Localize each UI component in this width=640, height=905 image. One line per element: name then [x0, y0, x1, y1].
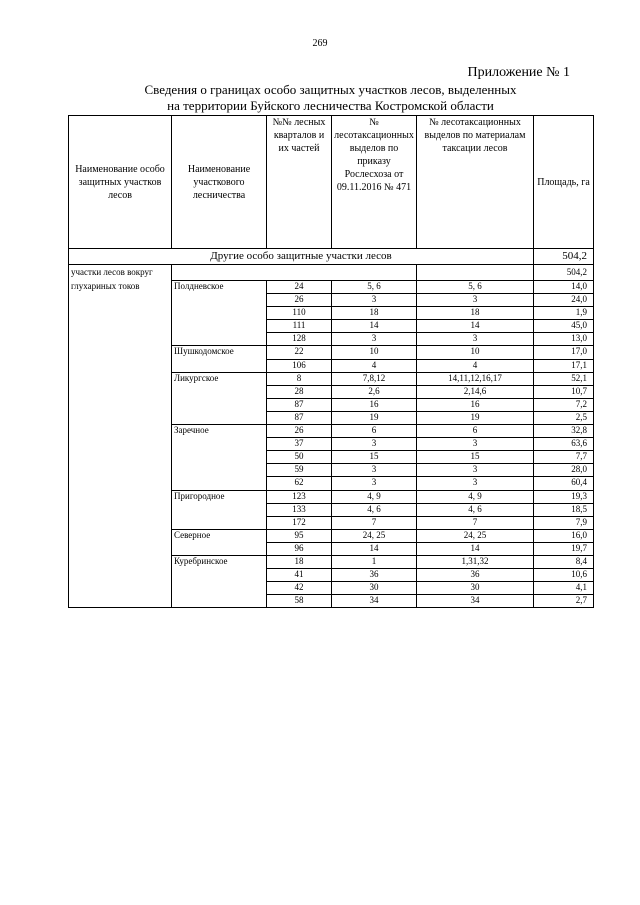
order-plot-numbers: 4, 6: [332, 503, 417, 516]
quarter-number: 110: [267, 307, 332, 320]
district-name: Пригородное: [172, 490, 267, 529]
order-plot-numbers: 4, 9: [332, 490, 417, 503]
tax-plot-numbers: 14,11,12,16,17: [417, 372, 534, 385]
tax-plot-numbers: 4: [417, 359, 534, 372]
district-name: Полдневское: [172, 281, 267, 346]
tax-plot-numbers: 3: [417, 333, 534, 346]
plot-area: 45,0: [534, 320, 594, 333]
plot-area: 52,1: [534, 372, 594, 385]
plot-area: 2,5: [534, 411, 594, 424]
quarter-number: 28: [267, 385, 332, 398]
tax-plot-numbers: 4, 9: [417, 490, 534, 503]
tax-plot-numbers: 18: [417, 307, 534, 320]
order-plot-numbers: 16: [332, 398, 417, 411]
tax-plot-numbers: 4, 6: [417, 503, 534, 516]
plot-area: 7,9: [534, 516, 594, 529]
quarter-number: 59: [267, 464, 332, 477]
plot-area: 7,7: [534, 451, 594, 464]
order-plot-numbers: 7,8,12: [332, 372, 417, 385]
order-plot-numbers: 3: [332, 477, 417, 490]
order-plot-numbers: 5, 6: [332, 281, 417, 294]
quarter-number: 111: [267, 320, 332, 333]
zone-row: [69, 265, 594, 281]
zone-empty-cell: [172, 265, 417, 281]
header-district-name: Наименование участкового лесничества: [172, 116, 267, 249]
order-plot-numbers: 10: [332, 346, 417, 359]
tax-plot-numbers: 14: [417, 542, 534, 555]
plot-area: 63,6: [534, 438, 594, 451]
order-plot-numbers: 34: [332, 595, 417, 608]
plot-area: 13,0: [534, 333, 594, 346]
order-plot-numbers: 4: [332, 359, 417, 372]
tax-plot-numbers: 3: [417, 477, 534, 490]
district-name: Северное: [172, 529, 267, 555]
order-plot-numbers: 1: [332, 555, 417, 568]
order-plot-numbers: 15: [332, 451, 417, 464]
table-header-row: [69, 116, 594, 249]
quarter-number: 133: [267, 503, 332, 516]
order-plot-numbers: 3: [332, 438, 417, 451]
tax-plot-numbers: 2,14,6: [417, 385, 534, 398]
order-plot-numbers: 30: [332, 582, 417, 595]
quarter-number: 42: [267, 582, 332, 595]
district-name: Шушкодомское: [172, 346, 267, 372]
plot-area: 24,0: [534, 294, 594, 307]
plot-area: 60,4: [534, 477, 594, 490]
quarter-number: 26: [267, 294, 332, 307]
quarter-number: 172: [267, 516, 332, 529]
plot-area: 17,1: [534, 359, 594, 372]
order-plot-numbers: 14: [332, 320, 417, 333]
tax-plot-numbers: 1,31,32: [417, 555, 534, 568]
quarter-number: 62: [267, 477, 332, 490]
header-order-plots: № лесотаксационных выделов по приказу Рослесхоза от 09.11.2016 № 471: [332, 116, 417, 249]
tax-plot-numbers: 36: [417, 569, 534, 582]
quarter-number: 58: [267, 595, 332, 608]
order-plot-numbers: 3: [332, 464, 417, 477]
quarter-number: 41: [267, 569, 332, 582]
plot-area: 32,8: [534, 425, 594, 438]
tax-plot-numbers: 14: [417, 320, 534, 333]
plot-area: 19,3: [534, 490, 594, 503]
header-area: Площадь, га: [534, 116, 594, 249]
order-plot-numbers: 3: [332, 333, 417, 346]
tax-plot-numbers: 16: [417, 398, 534, 411]
document-title: [68, 82, 593, 114]
plot-area: 1,9: [534, 307, 594, 320]
tax-plot-numbers: 5, 6: [417, 281, 534, 294]
plot-area: 28,0: [534, 464, 594, 477]
quarter-number: 96: [267, 542, 332, 555]
tax-plot-numbers: 24, 25: [417, 529, 534, 542]
plot-area: 16,0: [534, 529, 594, 542]
quarter-number: 95: [267, 529, 332, 542]
plot-area: 4,1: [534, 582, 594, 595]
quarter-number: 37: [267, 438, 332, 451]
quarter-number: 87: [267, 411, 332, 424]
quarter-number: 22: [267, 346, 332, 359]
order-plot-numbers: 18: [332, 307, 417, 320]
quarter-number: 24: [267, 281, 332, 294]
district-name: Заречное: [172, 425, 267, 490]
tax-plot-numbers: 3: [417, 438, 534, 451]
quarter-number: 128: [267, 333, 332, 346]
plot-area: 19,7: [534, 542, 594, 555]
quarter-number: 106: [267, 359, 332, 372]
tax-plot-numbers: 3: [417, 294, 534, 307]
tax-plot-numbers: 10: [417, 346, 534, 359]
tax-plot-numbers: 6: [417, 425, 534, 438]
tax-plot-numbers: 34: [417, 595, 534, 608]
quarter-number: 8: [267, 372, 332, 385]
quarter-number: 87: [267, 398, 332, 411]
total-label: Другие особо защитные участки лесов: [69, 249, 534, 265]
tax-plot-numbers: 15: [417, 451, 534, 464]
quarter-number: 123: [267, 490, 332, 503]
district-name: Ликургское: [172, 372, 267, 424]
order-plot-numbers: 6: [332, 425, 417, 438]
zone-name: участки лесов вокруг глухариных токов: [69, 265, 172, 608]
appendix-label: Приложение № 1: [467, 65, 570, 80]
header-zone-name: Наименование особо защитных участков лесов: [69, 116, 172, 249]
order-plot-numbers: 7: [332, 516, 417, 529]
quarter-number: 50: [267, 451, 332, 464]
total-row: [69, 249, 594, 265]
order-plot-numbers: 2,6: [332, 385, 417, 398]
plot-area: 8,4: [534, 555, 594, 568]
title-line-1: Сведения о границах особо защитных участков лесов, выделенных: [144, 82, 517, 97]
order-plot-numbers: 14: [332, 542, 417, 555]
plot-area: 18,5: [534, 503, 594, 516]
zone-area: 504,2: [534, 265, 594, 281]
tax-plot-numbers: 30: [417, 582, 534, 595]
total-area: 504,2: [534, 249, 594, 265]
plot-area: 14,0: [534, 281, 594, 294]
header-tax-plots: № лесотаксационных выделов по материалам таксации лесов: [417, 116, 534, 249]
district-name: Куребринское: [172, 555, 267, 607]
tax-plot-numbers: 3: [417, 464, 534, 477]
plot-area: 10,6: [534, 569, 594, 582]
page-number: 269: [312, 38, 328, 49]
quarter-number: 26: [267, 425, 332, 438]
order-plot-numbers: 24, 25: [332, 529, 417, 542]
plot-area: 7,2: [534, 398, 594, 411]
order-plot-numbers: 3: [332, 294, 417, 307]
quarter-number: 18: [267, 555, 332, 568]
header-quarters: №№ лесных кварталов и их частей: [267, 116, 332, 249]
tax-plot-numbers: 7: [417, 516, 534, 529]
tax-plot-numbers: 19: [417, 411, 534, 424]
plot-area: 2,7: [534, 595, 594, 608]
zone-empty-cell-2: [417, 265, 534, 281]
order-plot-numbers: 19: [332, 411, 417, 424]
forest-areas-table: [68, 115, 594, 608]
plot-area: 10,7: [534, 385, 594, 398]
title-line-2: на территории Буйского лесничества Костромской области: [167, 98, 494, 113]
plot-area: 17,0: [534, 346, 594, 359]
order-plot-numbers: 36: [332, 569, 417, 582]
